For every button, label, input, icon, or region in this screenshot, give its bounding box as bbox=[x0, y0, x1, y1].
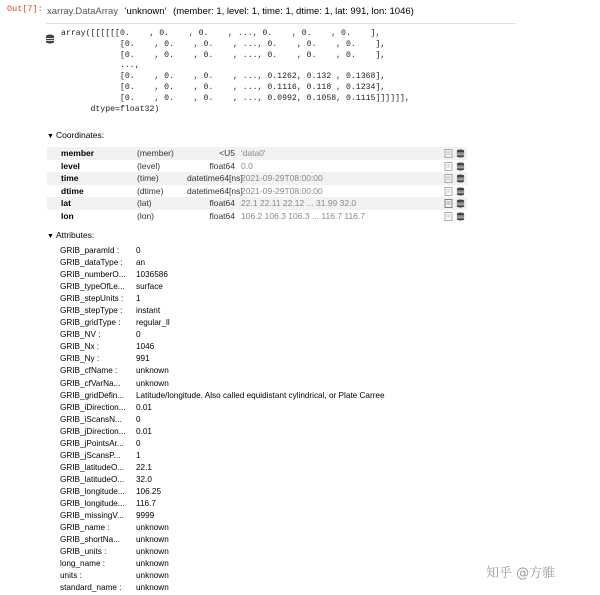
database-icon[interactable] bbox=[456, 199, 465, 210]
coord-dim: (level) bbox=[137, 160, 161, 171]
attr-key: GRIB_stepType : bbox=[60, 306, 123, 316]
dataarray-header bbox=[47, 6, 414, 17]
coord-row-dtime bbox=[47, 185, 467, 198]
file-text-icon[interactable] bbox=[444, 187, 453, 198]
coord-name: level bbox=[61, 160, 80, 171]
attr-value: 0.01 bbox=[136, 426, 152, 436]
attr-key: GRIB_gridDefin... bbox=[60, 390, 125, 400]
database-icon[interactable] bbox=[456, 174, 465, 185]
triangle-down-icon: ▼ bbox=[47, 133, 54, 140]
attr-value: unknown bbox=[136, 366, 169, 376]
attr-value: instant bbox=[136, 306, 161, 316]
file-text-icon[interactable] bbox=[444, 174, 453, 185]
coord-dtype: float64 bbox=[209, 210, 235, 221]
variable-name: 'unknown' bbox=[124, 6, 167, 17]
attr-value: 991 bbox=[136, 354, 150, 364]
output-prompt: Out[7]: bbox=[7, 4, 43, 14]
attr-value: an bbox=[136, 258, 146, 268]
attr-value: unknown bbox=[136, 571, 169, 581]
attr-key: GRIB_numberO... bbox=[60, 270, 126, 280]
attributes-title: Attributes: bbox=[55, 230, 95, 240]
coord-row-lon bbox=[47, 210, 467, 223]
coord-dtype: datetime64[ns] bbox=[187, 185, 243, 196]
attr-value: unknown bbox=[136, 523, 169, 533]
attr-key: GRIB_typeOfLe... bbox=[60, 282, 125, 292]
attr-value: unknown bbox=[136, 559, 169, 569]
attr-key: GRIB_stepUnits : bbox=[60, 294, 124, 304]
dimensions: (member: 1, level: 1, time: 1, dtime: 1, lat: 991, lon: 1046) bbox=[173, 6, 414, 17]
coord-row-time bbox=[47, 172, 467, 185]
attr-key: GRIB_longitude... bbox=[60, 498, 125, 508]
coord-name: lat bbox=[61, 198, 71, 208]
attr-key: GRIB_jScansP... bbox=[60, 450, 121, 460]
coord-dim: (time) bbox=[137, 173, 159, 183]
coord-dtype: float64 bbox=[209, 160, 235, 171]
coord-dtype: float64 bbox=[209, 198, 235, 208]
attr-value: 1 bbox=[136, 294, 141, 304]
coord-dim: (lat) bbox=[137, 198, 152, 208]
attr-key: GRIB_NV : bbox=[60, 330, 101, 340]
attr-key: standard_name : bbox=[60, 583, 122, 593]
coord-name: dtime bbox=[61, 185, 84, 196]
database-icon[interactable] bbox=[456, 149, 465, 160]
coord-dim: (lon) bbox=[137, 210, 155, 221]
attr-key: GRIB_Nx : bbox=[60, 342, 100, 352]
database-icon[interactable] bbox=[456, 162, 465, 173]
attr-value: unknown bbox=[136, 583, 169, 593]
attr-value: 0 bbox=[136, 246, 141, 255]
attr-key: GRIB_Ny : bbox=[60, 354, 100, 364]
coord-value: 22.1 22.11 22.12 ... 31.99 32.0 bbox=[241, 198, 357, 208]
coord-row-level bbox=[47, 160, 467, 173]
attr-key: units : bbox=[60, 571, 82, 581]
attr-key: GRIB_latitudeO... bbox=[60, 474, 125, 484]
attr-key: GRIB_paramId : bbox=[60, 246, 120, 255]
file-text-icon[interactable] bbox=[444, 149, 453, 160]
attr-value: unknown bbox=[136, 535, 169, 545]
triangle-down-icon: ▼ bbox=[47, 233, 54, 240]
attr-key: GRIB_iScansN... bbox=[60, 414, 122, 424]
attr-value: surface bbox=[136, 282, 163, 292]
attr-key: GRIB_gridType : bbox=[60, 318, 121, 328]
attr-value: 1 bbox=[136, 450, 141, 460]
attr-value: unknown bbox=[136, 547, 169, 557]
coord-value: 2021-09-29T08:00:00 bbox=[241, 185, 323, 196]
attr-key: GRIB_iDirection... bbox=[60, 402, 126, 412]
coord-row-member bbox=[47, 147, 467, 160]
array-preview: array([[[[[[0. , 0. , 0. , ..., 0. , 0. , 0. ], [0. , 0. , 0. , ..., 0. , 0. , 0. ], [0. , 0. , 0. , ..., 0. , 0. , 0. ], ..., [0. , 0. , 0. , ..., 0.1262, 0.132 , 0.1368], [0. , 0. , 0. , ..., 0.1116, 0.118 , 0.1234], [0. , 0. , 0. , ..., 0.0992, 0.1058, 0.1115]]]]]], dtype=float32) bbox=[61, 29, 410, 114]
coord-value: 2021-09-29T08:00:00 bbox=[241, 173, 323, 183]
attr-value: 1046 bbox=[136, 342, 155, 352]
attr-key: GRIB_cfVarNa... bbox=[60, 378, 121, 388]
attr-value: Latitude/longitude. Also called equidistant cylindrical, or Plate Carree bbox=[136, 390, 385, 400]
attr-key: GRIB_units : bbox=[60, 547, 107, 557]
watermark: 知乎 @方骓 bbox=[486, 566, 556, 581]
file-text-icon[interactable] bbox=[444, 212, 453, 223]
attr-value: 0.01 bbox=[136, 402, 152, 412]
attr-value: unknown bbox=[136, 378, 169, 388]
attr-key: GRIB_cfName : bbox=[60, 366, 118, 376]
attributes-toggle[interactable] bbox=[47, 230, 94, 240]
attr-key: GRIB_latitudeO... bbox=[60, 462, 125, 472]
coord-value: 106.2 106.3 106.3 ... 116.7 116.7 bbox=[241, 210, 365, 221]
database-icon[interactable] bbox=[45, 31, 55, 49]
attr-key: GRIB_dataType : bbox=[60, 258, 123, 268]
coord-name: member bbox=[61, 148, 95, 158]
attr-value: 106.25 bbox=[136, 486, 162, 496]
attr-key: GRIB_jDirection... bbox=[60, 426, 126, 436]
coord-dim: (dtime) bbox=[137, 185, 164, 196]
attr-key: GRIB_jPointsAr... bbox=[60, 438, 124, 448]
attr-key: GRIB_longitude... bbox=[60, 486, 125, 496]
database-icon[interactable] bbox=[456, 187, 465, 198]
attr-key: long_name : bbox=[60, 559, 106, 569]
attr-value: 116.7 bbox=[136, 498, 156, 508]
coord-name: lon bbox=[61, 210, 74, 221]
attr-key: GRIB_name : bbox=[60, 523, 110, 533]
attr-value: 0 bbox=[136, 438, 141, 448]
coord-dtype: <U5 bbox=[219, 148, 235, 158]
coordinates-toggle[interactable] bbox=[47, 130, 104, 140]
file-text-icon[interactable] bbox=[444, 199, 453, 210]
coord-dim: (member) bbox=[137, 148, 174, 158]
database-icon[interactable] bbox=[456, 212, 465, 223]
coord-row-lat bbox=[47, 197, 467, 210]
attr-value: 0 bbox=[136, 414, 141, 424]
attr-value: regular_ll bbox=[136, 318, 170, 328]
attr-value: 9999 bbox=[136, 511, 155, 521]
attr-value: 32.0 bbox=[136, 474, 152, 484]
header-divider bbox=[46, 23, 516, 24]
coord-value: 'data0' bbox=[241, 148, 266, 158]
class-name: xarray.DataArray bbox=[47, 6, 119, 17]
file-text-icon[interactable] bbox=[444, 162, 453, 173]
coord-value: 0.0 bbox=[241, 160, 253, 171]
coordinates-title: Coordinates: bbox=[55, 130, 105, 140]
attr-value: 22.1 bbox=[136, 462, 152, 472]
attr-value: 0 bbox=[136, 330, 141, 340]
attr-key: GRIB_missingV... bbox=[60, 511, 124, 521]
attr-value: 1036586 bbox=[136, 270, 168, 280]
coord-name: time bbox=[61, 173, 79, 183]
coordinates-table bbox=[47, 147, 467, 222]
attr-key: GRIB_shortNa... bbox=[60, 535, 121, 545]
coord-dtype: datetime64[ns] bbox=[187, 173, 243, 183]
